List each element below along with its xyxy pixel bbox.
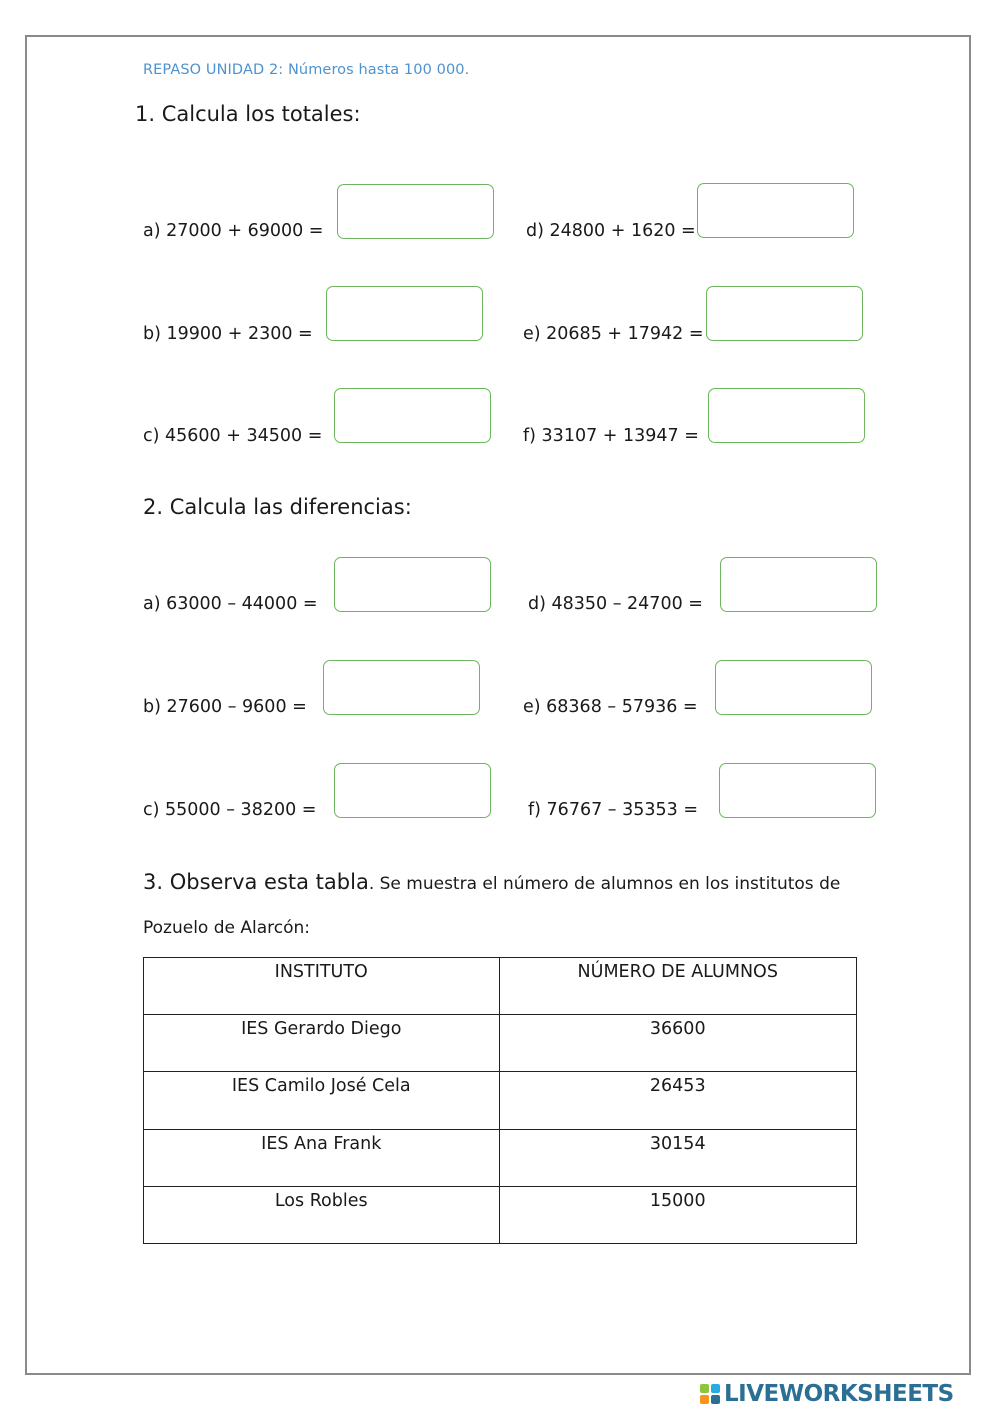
exercise-2e: e) 68368 – 57936 = xyxy=(523,697,698,717)
liveworksheets-brand xyxy=(699,1381,954,1407)
table-row xyxy=(144,1072,857,1129)
answer-box-2f[interactable] xyxy=(719,763,876,818)
section-3-subtitle: . Se muestra el número de alumnos en los institutos de xyxy=(368,874,841,894)
table-cell-students: 36600 xyxy=(499,1015,857,1072)
answer-box-1e[interactable] xyxy=(706,286,863,341)
answer-box-1c[interactable] xyxy=(334,388,491,443)
table-header-alumnos: NÚMERO DE ALUMNOS xyxy=(499,958,857,1015)
schools-table xyxy=(143,957,857,1244)
answer-box-2b[interactable] xyxy=(323,660,480,715)
exercise-1d: d) 24800 + 1620 = xyxy=(526,221,696,241)
exercise-1e: e) 20685 + 17942 = xyxy=(523,324,704,344)
table-header-instituto: INSTITUTO xyxy=(144,958,500,1015)
answer-box-2d[interactable] xyxy=(720,557,877,612)
table-cell-students: 26453 xyxy=(499,1072,857,1129)
section-3-title xyxy=(143,870,840,894)
answer-box-1f[interactable] xyxy=(708,388,865,443)
table-cell-school: Los Robles xyxy=(144,1186,500,1243)
section-3-intro-continued: Pozuelo de Alarcón: xyxy=(143,918,311,938)
exercise-1f: f) 33107 + 13947 = xyxy=(523,426,699,446)
logo-square xyxy=(700,1384,709,1393)
exercise-2f: f) 76767 – 35353 = xyxy=(528,800,698,820)
exercise-1b: b) 19900 + 2300 = xyxy=(143,324,313,344)
table-cell-school: IES Camilo José Cela xyxy=(144,1072,500,1129)
logo-square xyxy=(711,1395,720,1404)
section-3-title-main: 3. Observa esta tabla xyxy=(143,870,369,894)
table-row xyxy=(144,1015,857,1072)
section-2-title: 2. Calcula las diferencias: xyxy=(143,495,412,519)
liveworksheets-logo-icon xyxy=(699,1383,721,1405)
exercise-1a: a) 27000 + 69000 = xyxy=(143,221,324,241)
table-cell-students: 30154 xyxy=(499,1129,857,1186)
logo-square xyxy=(711,1384,720,1393)
table-cell-school: IES Gerardo Diego xyxy=(144,1015,500,1072)
worksheet-header: REPASO UNIDAD 2: Números hasta 100 000. xyxy=(143,62,470,78)
table-row xyxy=(144,1186,857,1243)
section-1-title: 1. Calcula los totales: xyxy=(135,102,361,126)
answer-box-1d[interactable] xyxy=(697,183,854,238)
answer-box-2c[interactable] xyxy=(334,763,491,818)
answer-box-2a[interactable] xyxy=(334,557,491,612)
table-header-row xyxy=(144,958,857,1015)
exercise-2a: a) 63000 – 44000 = xyxy=(143,594,318,614)
answer-box-1a[interactable] xyxy=(337,184,494,239)
exercise-2c: c) 55000 – 38200 = xyxy=(143,800,317,820)
table-row xyxy=(144,1129,857,1186)
exercise-2b: b) 27600 – 9600 = xyxy=(143,697,307,717)
exercise-2d: d) 48350 – 24700 = xyxy=(528,594,703,614)
table-cell-students: 15000 xyxy=(499,1186,857,1243)
logo-square xyxy=(700,1395,709,1404)
table-cell-school: IES Ana Frank xyxy=(144,1129,500,1186)
liveworksheets-wordmark: LIVEWORKSHEETS xyxy=(724,1381,954,1407)
exercise-1c: c) 45600 + 34500 = xyxy=(143,426,323,446)
answer-box-2e[interactable] xyxy=(715,660,872,715)
answer-box-1b[interactable] xyxy=(326,286,483,341)
